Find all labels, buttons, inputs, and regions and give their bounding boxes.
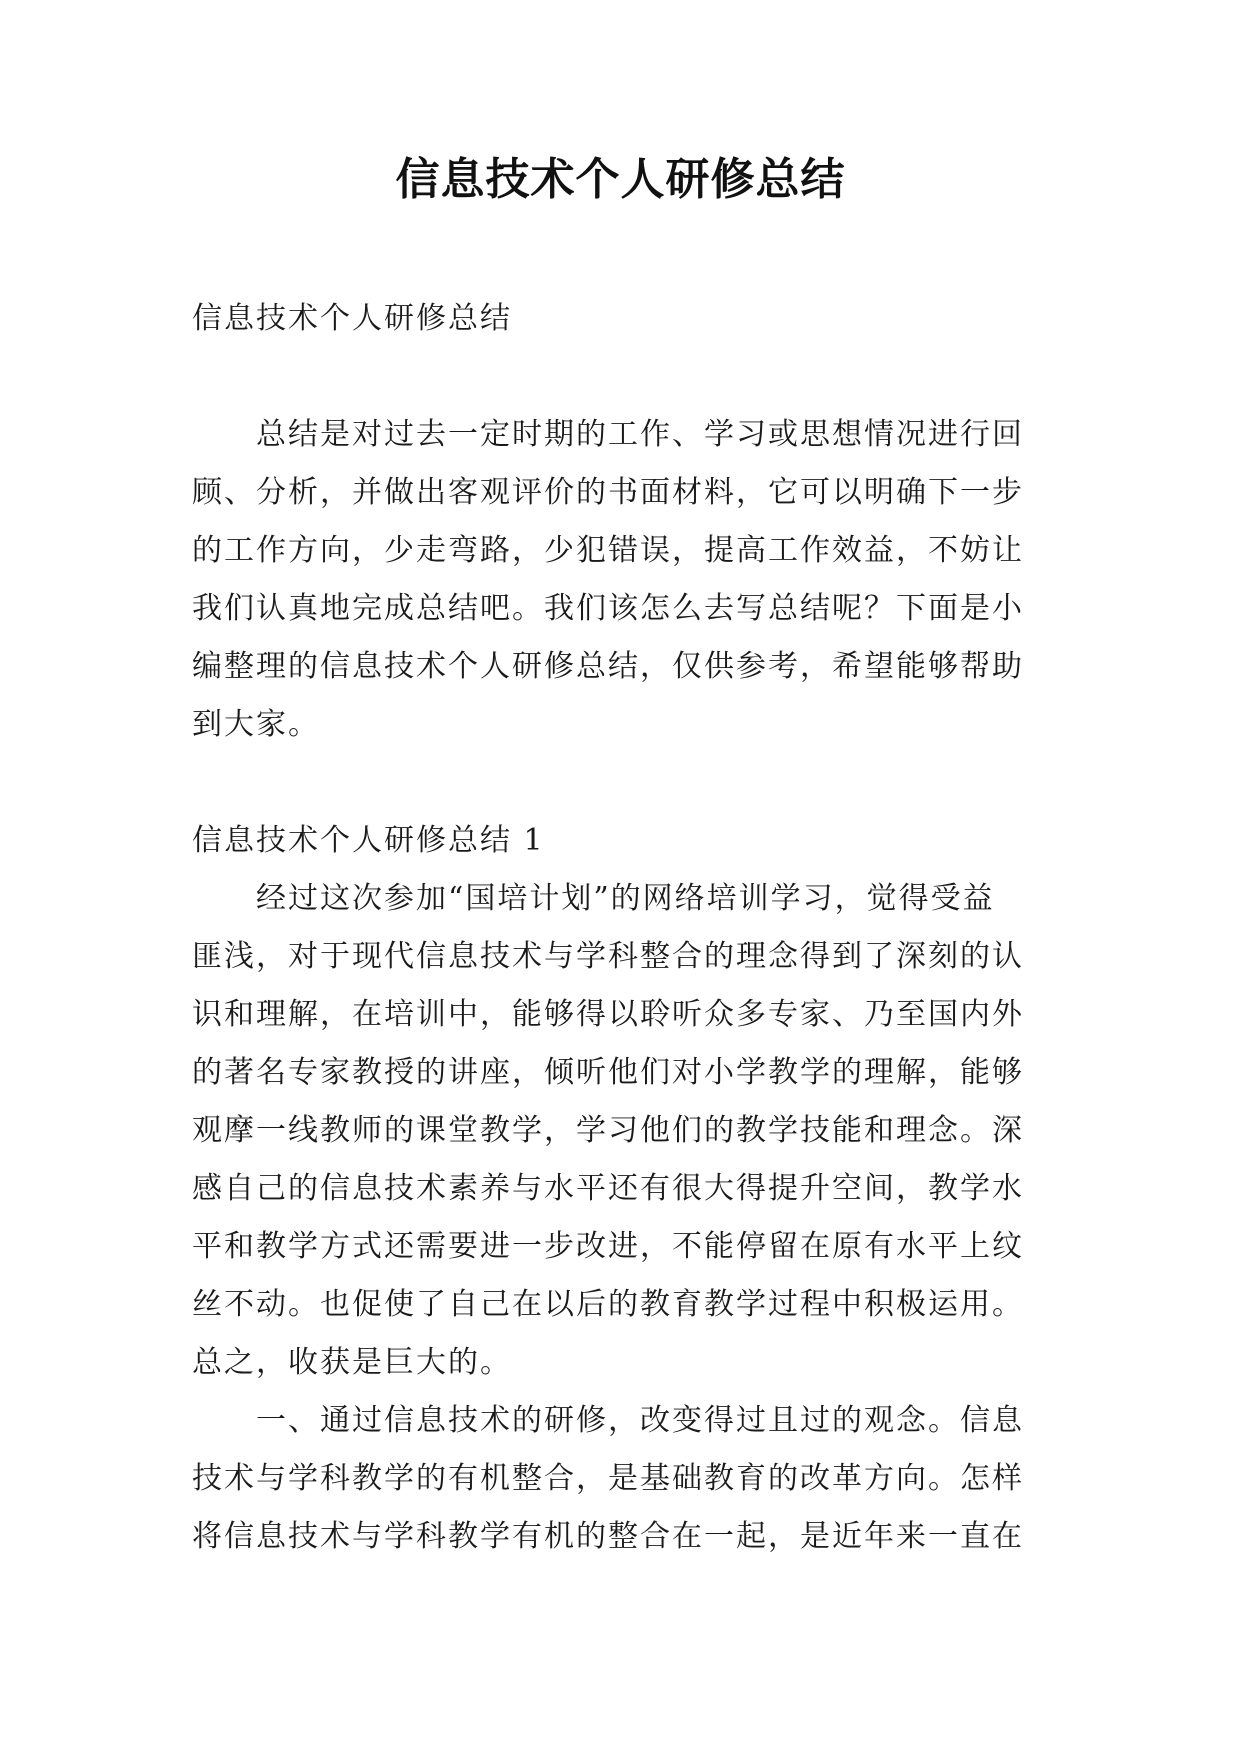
paragraph-line: 总之，收获是巨大的。 [192, 1345, 512, 1380]
paragraph-line: 平和教学方式还需要进一步改进，不能停留在原有水平上纹 [192, 1229, 1024, 1264]
paragraph-line: 顾、分析，并做出客观评价的书面材料，它可以明确下一步 [192, 475, 1024, 510]
section1-paragraph-1 [192, 870, 1058, 1392]
spacer [192, 348, 1058, 406]
intro-paragraph [192, 406, 1058, 754]
paragraph-line: 感自己的信息技术素养与水平还有很大得提升空间，教学水 [192, 1171, 1024, 1206]
paragraph-line: 总结是对过去一定时期的工作、学习或思想情况进行回 [256, 417, 1024, 452]
document-body [192, 290, 1058, 1566]
paragraph-line: 识和理解，在培训中，能够得以聆听众多专家、乃至国内外 [192, 997, 1024, 1032]
paragraph-line: 一、通过信息技术的研修，改变得过且过的观念。信息 [256, 1403, 1024, 1438]
paragraph-line: 的工作方向，少走弯路，少犯错误，提高工作效益，不妨让 [192, 533, 1024, 568]
spacer [192, 754, 1058, 812]
paragraph-line: 将信息技术与学科教学有机的整合在一起，是近年来一直在 [192, 1519, 1024, 1554]
paragraph-line: 到大家。 [192, 707, 320, 742]
paragraph-line: 技术与学科教学的有机整合，是基础教育的改革方向。怎样 [192, 1461, 1024, 1496]
document-title: 信息技术个人研修总结 [395, 154, 846, 205]
paragraph-line: 匪浅，对于现代信息技术与学科整合的理念得到了深刻的认 [192, 939, 1024, 974]
subtitle-line: 信息技术个人研修总结 [192, 301, 512, 336]
paragraph-line: 观摩一线教师的课堂教学，学习他们的教学技能和理念。深 [192, 1113, 1024, 1148]
paragraph-line: 的著名专家教授的讲座，倾听他们对小学教学的理解，能够 [192, 1055, 1024, 1090]
section1-paragraph-2 [192, 1392, 1058, 1566]
paragraph-line: 经过这次参加“国培计划”的网络培训学习，觉得受益 [256, 881, 995, 916]
paragraph-line: 编整理的信息技术个人研修总结，仅供参考，希望能够帮助 [192, 649, 1024, 684]
paragraph-line: 我们认真地完成总结吧。我们该怎么去写总结呢？下面是小 [192, 591, 1024, 626]
paragraph-line: 丝不动。也促使了自己在以后的教育教学过程中积极运用。 [192, 1287, 1024, 1322]
section-heading: 信息技术个人研修总结 1 [192, 823, 545, 858]
